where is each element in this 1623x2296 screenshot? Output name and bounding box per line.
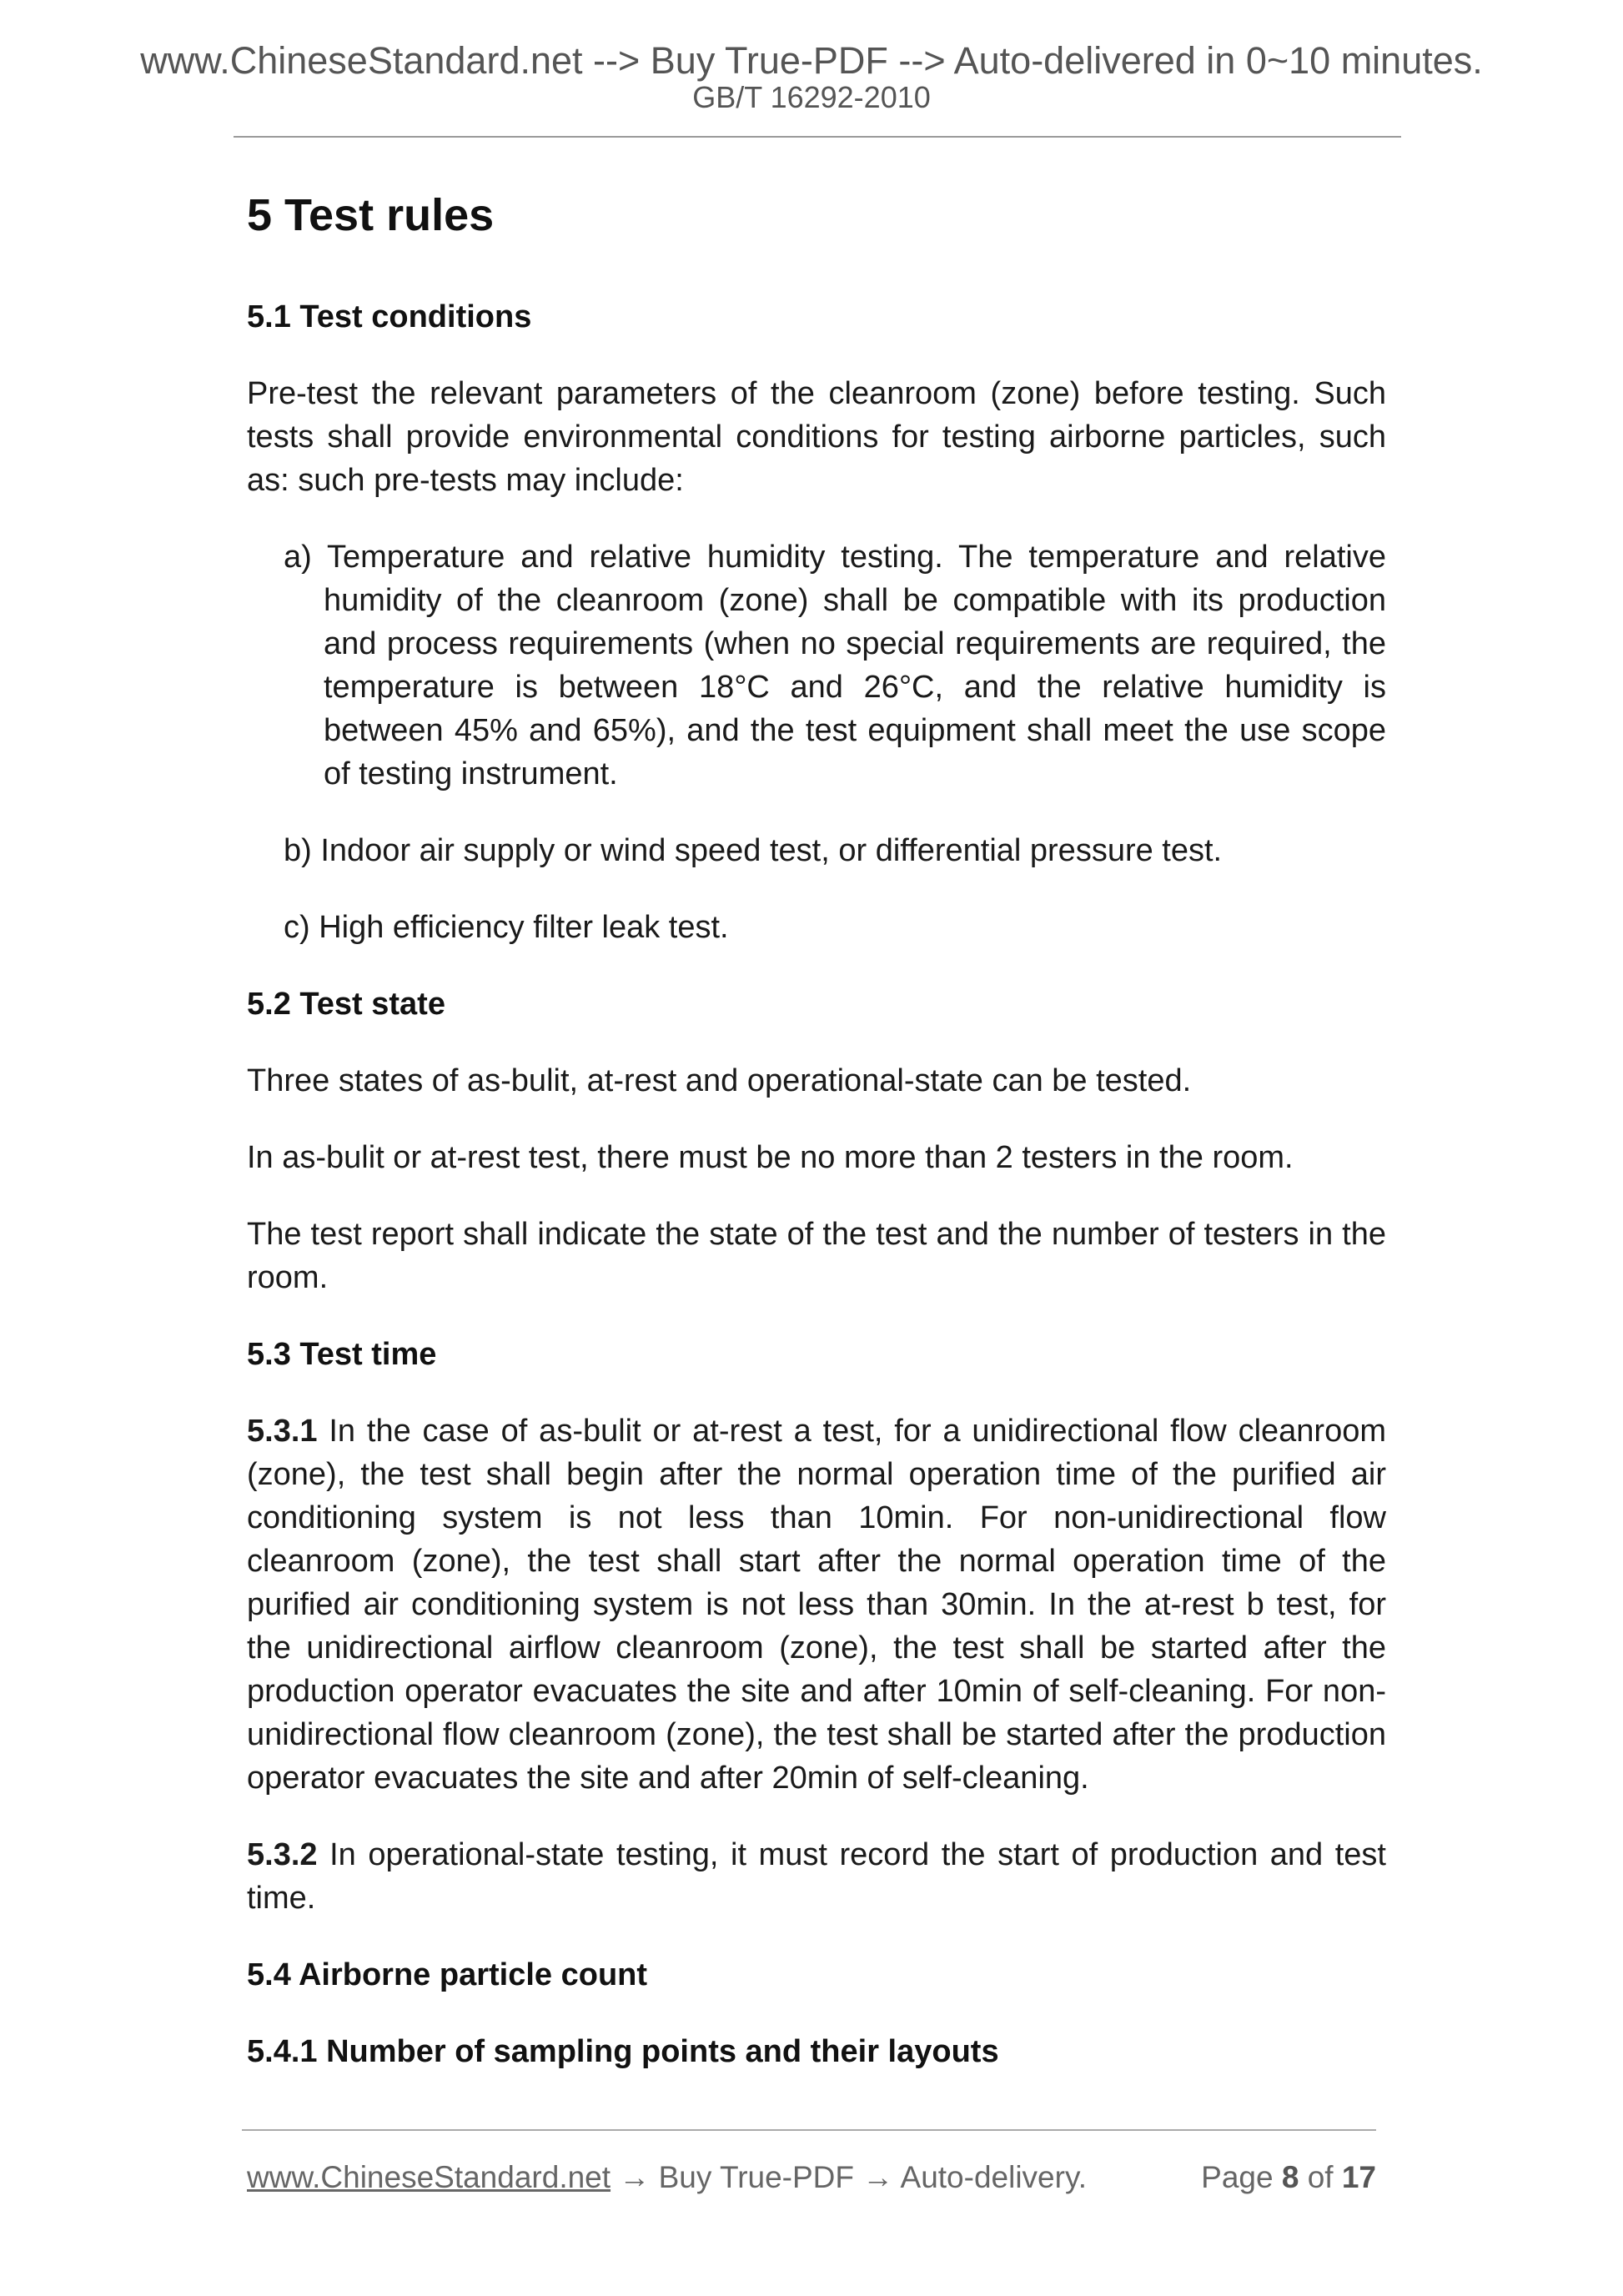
section-5-1-heading: 5.1 Test conditions — [247, 299, 532, 334]
page-word: Page — [1201, 2160, 1274, 2194]
clause-5-3-1-number: 5.3.1 — [247, 1414, 318, 1449]
list-item-b: b) Indoor air supply or wind speed test, or differential pressure test. — [284, 833, 1223, 868]
clause-5-3-2-number: 5.3.2 — [247, 1837, 318, 1872]
section-5-2-heading: 5.2 Test state — [247, 987, 445, 1022]
section-5-4-1-heading: 5.4.1 Number of sampling points and their layouts — [247, 2034, 999, 2069]
section-5-1-intro: Pre-test the relevant parameters of the cleanroom (zone) before testing. Such tests shall provide environmental conditions for testing airborne particles, such as: such pre-tests may include: — [247, 376, 1386, 498]
clause-5-3-1 — [247, 1409, 1386, 1800]
of-word: of — [1307, 2160, 1334, 2194]
clause-5-3-2 — [247, 1833, 1386, 1920]
footer-website-link[interactable]: www.ChineseStandard.net — [247, 2160, 611, 2194]
clause-5-3-2-text: In operational-state testing, it must record the start of production and test time. — [247, 1837, 1386, 1916]
footer-promo-text: → Buy True-PDF → Auto-delivery. — [611, 2160, 1087, 2194]
section-5-2-para-2: In as-bulit or at-rest test, there must be no more than 2 testers in the room. — [247, 1140, 1294, 1175]
page-content — [247, 185, 1386, 2107]
section-5-2-para-3: The test report shall indicate the state of the test and the number of testers in the room. — [247, 1217, 1386, 1295]
list-item-c: c) High efficiency filter leak test. — [284, 910, 729, 945]
footer-promo — [247, 2158, 1087, 2198]
section-5-heading: 5 Test rules — [247, 190, 495, 240]
section-5-3-heading: 5.3 Test time — [247, 1337, 437, 1372]
page-total: 17 — [1341, 2160, 1376, 2194]
page-indicator — [1201, 2158, 1376, 2198]
header-divider — [234, 136, 1401, 138]
clause-5-3-1-text: In the case of as-bulit or at-rest a test, for a unidirectional flow cleanroom (zone), the test shall begin after the normal operation time of the purified air conditioning system is not less than 10min. For non-unidirectional flow cleanroom (zone), the test shall start after the normal operation time of the purified air conditioning system is not less than 30min. In the at-rest b test, for the unidirectional airflow cleanroom (zone), the test shall be started after the production operator evacuates the site and after 10min of self-cleaning. For non-unidirectional flow cleanroom (zone), the test shall be started after the production operator evacuates the site and after 20min of self-cleaning. — [247, 1414, 1386, 1796]
list-item-a: a) Temperature and relative humidity testing. The temperature and relative humidity of the cleanroom (zone) shall be compatible with its production and process requirements (when no special requirements are required, the temperature is between 18°C and 26°C, and the relative humidity is between 45% and 65%), and the test equipment shall meet the use scope of testing instrument. — [284, 540, 1386, 791]
section-5-2-para-1: Three states of as-bulit, at-rest and operational-state can be tested. — [247, 1063, 1192, 1098]
top-banner: www.ChineseStandard.net --> Buy True-PDF --> Auto-delivered in 0~10 minutes. — [140, 39, 1483, 82]
section-5-4-heading: 5.4 Airborne particle count — [247, 1957, 648, 1992]
footer-divider — [242, 2129, 1376, 2131]
page-number: 8 — [1281, 2160, 1299, 2194]
document-code: GB/T 16292-2010 — [692, 80, 931, 114]
